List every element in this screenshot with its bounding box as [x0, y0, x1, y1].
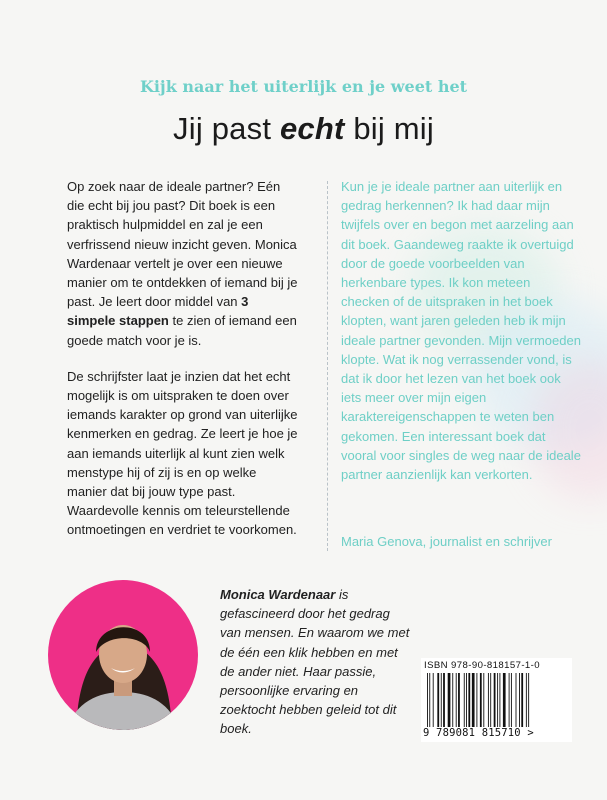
barcode [421, 658, 572, 742]
cover-kicker: Kijk naar het uiterlijk en je weet het [139, 77, 468, 96]
barcode-bars-icon [427, 673, 567, 727]
title-emphasis: echt [279, 111, 345, 146]
author-bio [220, 585, 410, 739]
book-title [0, 111, 607, 147]
title-part-before: Jij past [173, 111, 280, 146]
column-divider [327, 181, 328, 551]
title-part-after: bij mij [344, 111, 434, 146]
review-quote: Kun je je ideale partner aan uiterlijk en gedrag herkennen? Ik had daar mijn twijfels over en begon met aarzeling aan dit boek. Gaandeweg raakte ik overtuigd door de goede voorbeelden van herkenbare types. Ik kon meteen checken of de uitspraken in het boek klopten, want jaren geleden heb ik mijn ideale partner gevonden. Mijn vermoeden klopte. Wat ik nog verrassender vond, is dat ik door het lezen van het boek ook iets meer over mijn eigen karaktereigenschappen te weten ben gekomen. Een interessant boek dat vooral voor singles de weg naar de ideale partner aanzienlijk kan verkorten. [341, 179, 581, 483]
blurb-text: Op zoek naar de ideale partner? Eén die echt bij jou past? Dit boek is een praktisch hulpmiddel en zal je een verfrissend nieuw inzicht geven. Monica Wardenaar vertelt je over een nieuwe manier om te ontdekken of iemand bij je past. Je leert door middel van [67, 179, 298, 310]
blurb-paragraph-1 [67, 177, 299, 350]
blurb-text: te zien of iemand een goede match voor je is. [67, 313, 297, 348]
blurb-bold-steps: 3 simpele stappen [67, 294, 249, 329]
author-photo-icon [48, 580, 198, 730]
author-name: Monica Wardenaar [220, 587, 336, 602]
blurb-paragraph-2: De schrijfster laat je inzien dat het echt mogelijk is om uitspraken te doen over iemands karakter op grond van uiterlijke kenmerken en gedrag. Ze leert je hoe je aan iemands uiterlijk al kunt zien welk menstype hij of zij is en op welke manier dat bij jouw type past. Waardevolle kennis om teleurstellende ontmoetingen en verdriet te voorkomen. [67, 368, 298, 538]
blurb-column [67, 177, 299, 557]
author-bio-text: is gefascineerd door het gedrag van mensen. En waarom we met de één een klik hebben en met de ander niet. Haar passie, persoonlijke ervaring en zoektocht hebben geleid tot dit boek. [220, 587, 410, 737]
ean-digits: 9 789081 815710 > [423, 727, 534, 739]
review-column [341, 177, 581, 484]
isbn-label: ISBN 978-90-818157-1-0 [424, 660, 540, 671]
author-portrait [48, 580, 198, 730]
review-attribution: Maria Genova, journalist en schrijver [341, 534, 552, 549]
